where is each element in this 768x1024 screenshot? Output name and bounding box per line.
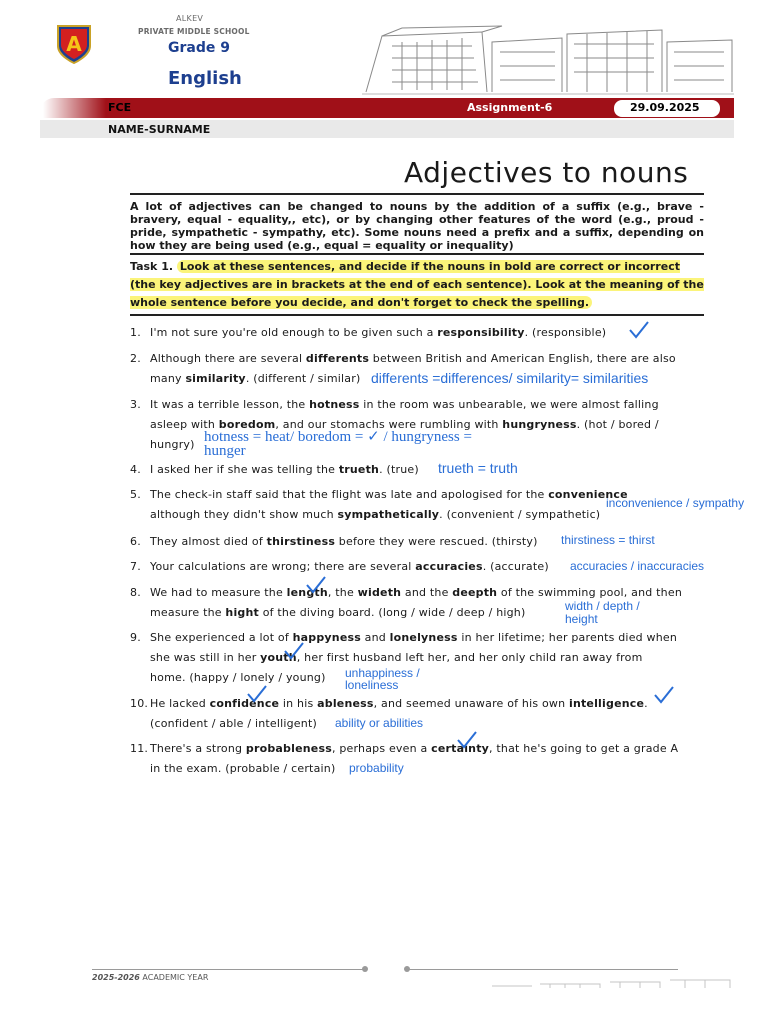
answer-5: inconvenience / sympathy [606,496,745,510]
list-item: 2. Although there are several differents between British and American English, there are also many similarity. (different / similar) [130,352,676,385]
task-label: Task 1. [130,260,174,273]
check-mark-icon [653,685,675,705]
assignment-label: Assignment-6 [467,101,553,114]
footer-line-left [92,969,364,970]
list-item: 9. She experienced a lot of happyness and lonelyness in her lifetime; her parents died when she was still in her youth, her first husband left her, and her only child ran away from home. (happy / lonely / young) [130,631,678,684]
footer-line-right [408,969,678,970]
answer-9-line2: loneliness [345,678,399,692]
grade-label: Grade 9 [168,40,230,56]
list-item: 8. We had to measure the length, the wideth and the deepth of the swimming pool, and then measure the hight of the diving board. (long / wide / deep / high) [130,586,682,619]
answer-3-line1: hotness = heat/ boredom = ✓ / hungryness = [204,429,472,445]
footer-academic-year: 2025-2026 ACADEMIC YEAR [92,973,209,982]
check-mark-icon [305,575,327,595]
list-item: 10. He lacked confidence in his ableness, and seemed unaware of his own intelligence. (confident / able / intelligent) [130,697,648,730]
list-item: 4. I asked her if she was telling the trueth. (true) [130,463,419,476]
subject-label: English [168,68,242,89]
intro-rule [130,253,704,255]
list-item: 3. It was a terrible lesson, the hotness in the room was unbearable, we were almost falling asleep with boredom, and our stomachs were rumbling with hungryness. (hot / bored / hungry) [130,398,659,451]
name-surname-label: NAME-SURNAME [108,123,211,136]
svg-text:A: A [66,32,82,56]
answer-4: trueth = truth [438,460,518,476]
answer-8-line1: width / depth / [565,599,640,613]
list-item: 6. They almost died of thirstiness before they were rescued. (thirsty) [130,535,538,548]
intro-paragraph: A lot of adjectives can be changed to nouns by the addition of a suffix (e.g., brave - bravery, equal - equality,, etc), or by changing other features of the word (e.g., proud - pride, sympathetic - sympathy, etc). Some nouns need a prefix and a suffix, depending on how they are being used (e.g., equal = equality or inequality) [130,200,704,252]
answer-11: probability [349,761,404,775]
school-building-sketch [362,22,736,104]
title-rule [130,193,704,195]
task-rule [130,314,704,316]
check-mark-icon [246,684,268,704]
list-item: 1. I'm not sure you're old enough to be given such a responsibility. (responsible) [130,326,607,339]
answer-7: accuracies / inaccuracies [570,559,705,573]
check-mark-icon [456,730,478,750]
answer-6: thirstiness = thirst [561,533,655,547]
answer-3-line2: hunger [204,443,246,459]
list-item: 5. The check-in staff said that the flight was late and apologised for the convenience although they didn't show much sympathetically. (convenient / sympathetic) [130,488,628,521]
task-instructions [130,258,704,312]
list-item: 7. Your calculations are wrong; there are several accuracies. (accurate) [130,560,549,573]
banner-fade [36,92,106,120]
answer-9-line1: unhappiness / [345,666,420,680]
school-name: ALKEV [176,14,204,23]
answer-8-line2: height [565,612,598,626]
answer-10: ability or abilities [335,716,424,730]
footer-dot-left [362,966,368,972]
footer-building-sketch [490,972,735,990]
school-crest-logo [56,24,92,64]
answer-2: differents =differences/ similarity= similarities [371,370,649,386]
course-label: FCE [108,101,132,114]
date-label: 29.09.2025 [630,101,700,114]
school-type: PRIVATE MIDDLE SCHOOL [138,27,250,36]
list-item: 11. There's a strong probableness, perhaps even a certainty, that he's going to get a grade A in the exam. (probable / certain) [130,742,679,775]
task-highlighted-text: Look at these sentences, and decide if the nouns in bold are correct or incorrect (the key adjectives are in brackets at the end of each sentence). Look at the meaning of the whole sentence before you decide, and don't forget to check the spelling. [130,260,704,309]
check-mark-icon [283,641,305,661]
check-mark-icon [628,320,650,340]
page-title: Adjectives to nouns [404,156,689,189]
